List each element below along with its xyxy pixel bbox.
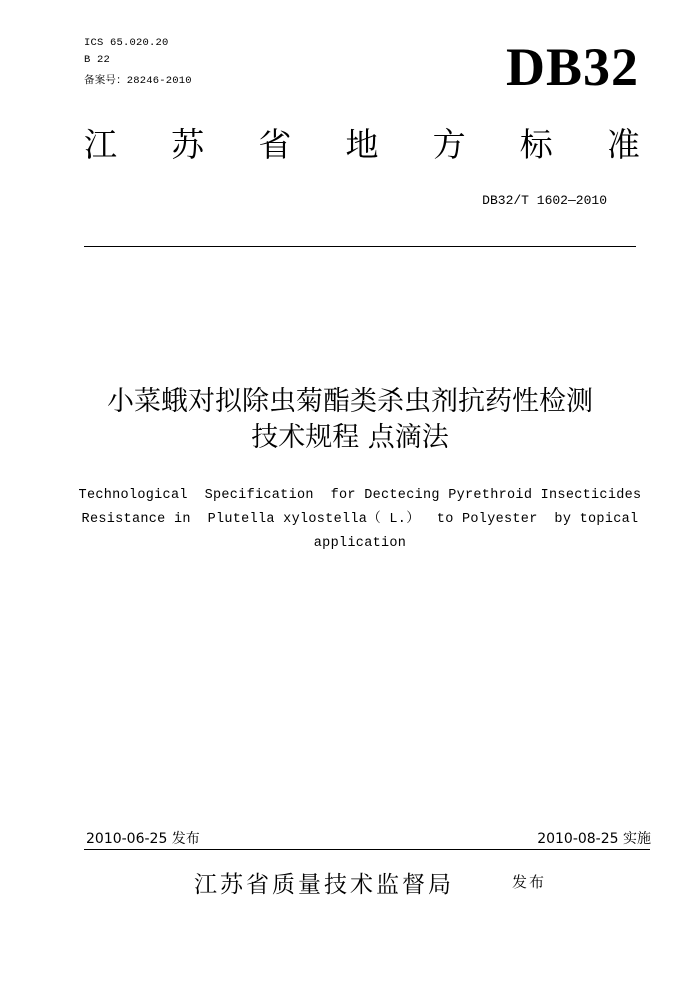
ics-code: ICS 65.020.20 [84, 37, 169, 49]
chinese-title-line-2: 技术规程 点滴法 [251, 422, 449, 453]
filing-number: 备案号：28246-2010 [84, 75, 192, 87]
implementation-date: 2010-08-25 实施 [537, 831, 651, 847]
standard-title-char: 省 [258, 125, 292, 164]
issuing-authority-suffix: 发布 [512, 873, 547, 891]
standard-title-char: 准 [606, 125, 640, 164]
standard-title-char: 江 [84, 125, 117, 164]
standard-title-char: 标 [519, 125, 553, 164]
ccs-code: B 22 [84, 54, 111, 66]
standard-title-char: 方 [432, 125, 466, 164]
english-title-line-1: Technological Specification for Dectecing Pyrethroid Insecticides [78, 488, 642, 503]
standard-title-char: 苏 [171, 125, 205, 164]
issue-date: 2010-06-25 发布 [86, 831, 200, 847]
header-divider [84, 246, 636, 247]
english-title-line-3: application [313, 536, 407, 551]
db-code-logo: DB32 [505, 37, 639, 97]
standard-type-title [84, 125, 640, 164]
footer-divider [84, 849, 650, 850]
standard-number: DB32/T 1602—2010 [482, 193, 607, 208]
issuing-authority: 江苏省质量技术监督局 [194, 872, 454, 898]
english-title-line-2: Resistance in Plutella xylostella（ L.） to Polyester by topical [81, 512, 639, 527]
standard-title-char: 地 [345, 125, 379, 164]
chinese-title-line-1: 小菜蛾对拟除虫菊酯类杀虫剂抗药性检测 [107, 386, 593, 417]
